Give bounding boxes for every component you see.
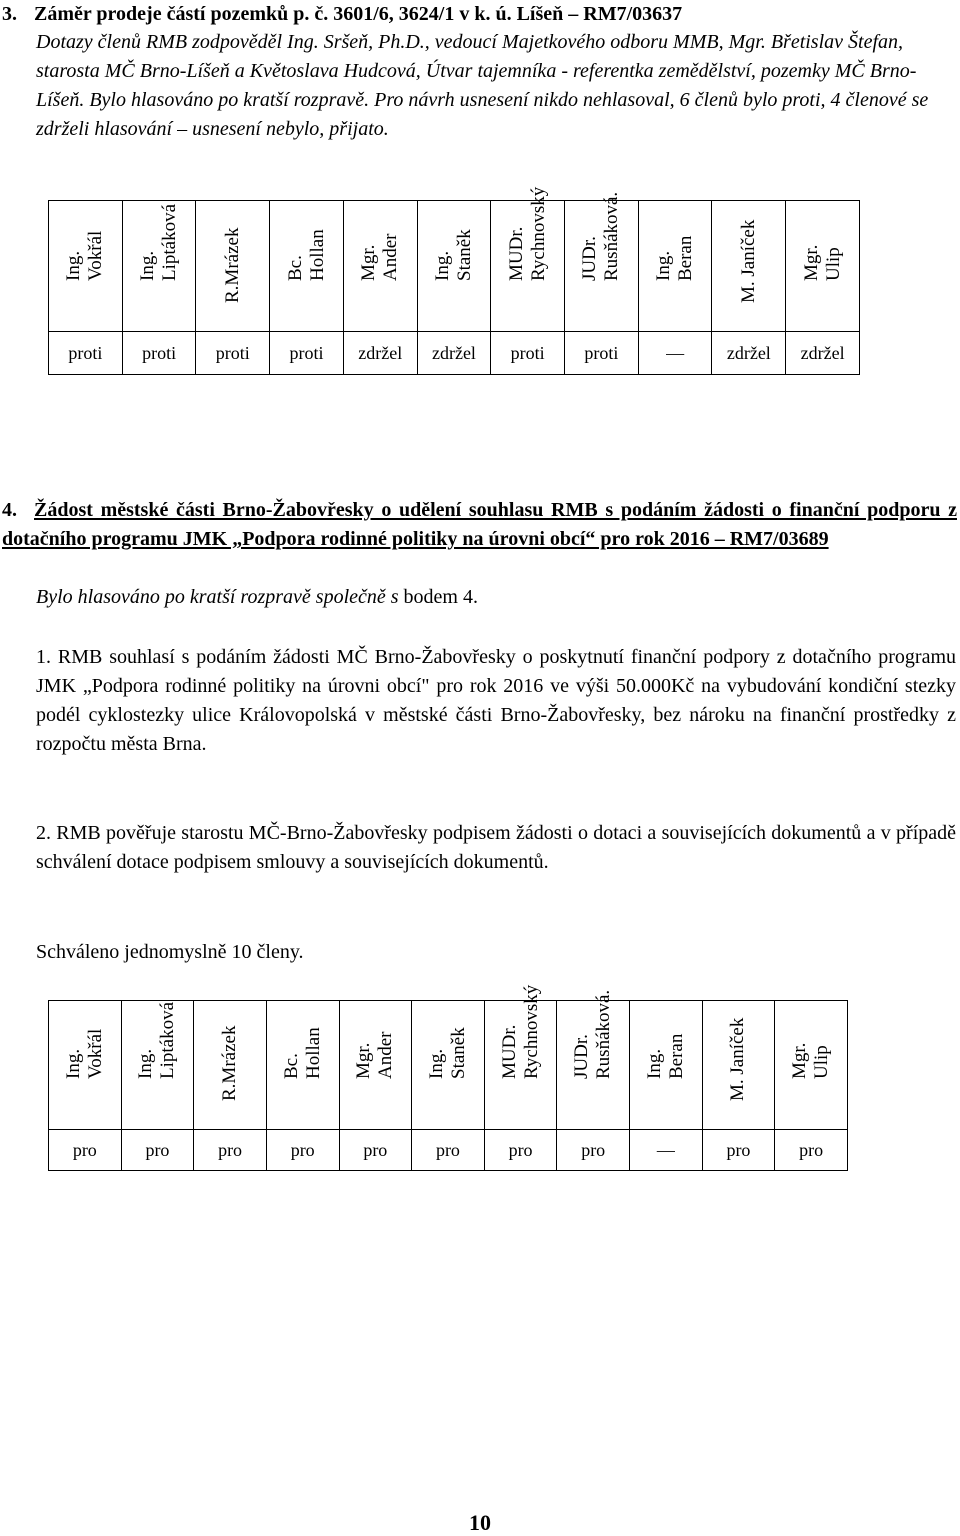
member-header-4: [343, 201, 417, 332]
member-name-part: Staněk: [447, 1027, 469, 1079]
member-header-7: [557, 989, 630, 1130]
member-name-part: Hollan: [302, 1027, 324, 1079]
member-name-part: Beran: [675, 235, 697, 281]
member-name: [63, 231, 107, 281]
member-name: [281, 1027, 325, 1079]
vote-cell: zdržel: [712, 332, 786, 375]
member-name-part: Ulip: [822, 247, 844, 281]
vote-cell: proti: [196, 332, 270, 375]
member-name: [579, 192, 623, 281]
member-name-part: M. Janíček: [727, 1017, 749, 1101]
vote-cell: pro: [266, 1130, 339, 1171]
member-name-part: Rusňáková.: [601, 191, 623, 281]
member-name: [137, 204, 181, 281]
vote-cell: pro: [49, 1130, 122, 1171]
member-name-part: Liptáková: [159, 203, 181, 281]
vote-cell: zdržel: [417, 332, 491, 375]
member-header-6: [484, 984, 557, 1130]
member-name: [285, 229, 329, 281]
member-name: [63, 1029, 107, 1079]
vote-table-section-3: [48, 186, 860, 375]
member-header-0: [49, 201, 123, 332]
member-name-part: JUDr.: [579, 236, 601, 281]
member-header-8: [638, 201, 712, 332]
member-name: [789, 1043, 833, 1079]
section-4-title: Žádost městské části Brno-Žabovřesky o udělení souhlasu RMB s podáním žádosti o finanční podporu z dotačního programu JMK „Podpora rodinné politiky na úrovni obcí“ pro rok 2016 – RM7/03689: [2, 499, 957, 550]
member-name-part: Ing.: [137, 250, 159, 281]
section-3-title: Záměr prodeje částí pozemků p. č. 3601/6, 3624/1 v k. ú. Líšeň – RM7/03637: [34, 3, 683, 25]
approval-note: Schváleno jednomyslně 10 členy.: [36, 941, 304, 963]
vote-cell: proti: [49, 332, 123, 375]
member-name-part: R.Mrázek: [221, 227, 243, 303]
vote-cell: pro: [121, 1130, 194, 1171]
section-3-number: 3.: [2, 3, 17, 25]
vote-cell: pro: [412, 1130, 485, 1171]
member-name-part: Ing.: [63, 250, 85, 281]
member-name: [653, 236, 697, 281]
member-header-3: [270, 201, 344, 332]
vote-cell: pro: [775, 1130, 848, 1171]
member-header-9: [702, 1001, 775, 1130]
member-header-5: [412, 1001, 485, 1130]
section-3-heading: [2, 2, 682, 27]
member-name-part: Staněk: [453, 229, 475, 281]
member-name-part: MUDr.: [505, 226, 527, 281]
member-name: [571, 990, 615, 1079]
member-name: [727, 1018, 749, 1101]
member-name: [801, 245, 845, 281]
member-name: [358, 234, 402, 281]
vote-cell: —: [630, 1130, 703, 1171]
vote-cell: proti: [491, 332, 565, 375]
member-name-part: Ing.: [135, 1048, 157, 1079]
member-header-1: [122, 201, 196, 332]
member-name-part: Ing.: [653, 250, 675, 281]
discussion-italic: Bylo hlasováno po kratší rozpravě společně s: [36, 586, 399, 608]
member-name: [738, 220, 760, 303]
member-name-part: Rychnovský: [520, 984, 542, 1079]
member-name-part: Beran: [665, 1033, 687, 1079]
member-name-part: Rusňáková.: [593, 989, 615, 1079]
member-name-part: Ander: [380, 233, 402, 281]
member-name-part: Liptáková: [157, 1001, 179, 1079]
member-name-part: Mgr.: [358, 244, 380, 281]
member-name: [432, 229, 476, 281]
member-header-9: [712, 201, 786, 332]
vote-cell: pro: [484, 1130, 557, 1171]
vote-cell: pro: [557, 1130, 630, 1171]
vote-table-section-4: [48, 984, 848, 1171]
vote-cell: pro: [194, 1130, 267, 1171]
member-name-part: Rychnovský: [527, 186, 549, 281]
member-name: [644, 1034, 688, 1079]
member-name-part: Ulip: [811, 1045, 833, 1079]
member-header-3: [266, 1001, 339, 1130]
member-name-part: MUDr.: [498, 1024, 520, 1079]
page-number: 10: [469, 1510, 491, 1535]
member-name-part: Ing.: [643, 1048, 665, 1079]
member-name-part: Hollan: [306, 229, 328, 281]
member-header-8: [630, 1001, 703, 1130]
vote-cell: —: [638, 332, 712, 375]
member-name-part: M. Janíček: [737, 219, 759, 303]
resolution-item-1: 1. RMB souhlasí s podáním žádosti MČ Brno-Žabovřesky o poskytnutí finanční podpory z dotačního programu JMK „Podpora rodinné politiky na úrovni obcí" pro rok 2016 ve výši 50.000Kč na vybudování kondiční stezky podél cyklostezky ulice Královopolská v městské části Brno-Žabovřesky, bez nároku na finanční prostředky z rozpočtu města Brna.: [36, 646, 956, 755]
member-header-5: [417, 201, 491, 332]
member-name-part: Mgr.: [789, 1042, 811, 1079]
member-name-part: Mgr.: [800, 244, 822, 281]
member-name: [222, 228, 244, 303]
vote-cell: zdržel: [786, 332, 860, 375]
member-name: [353, 1032, 397, 1079]
section-4-number: 4.: [2, 499, 17, 521]
member-name: [426, 1027, 470, 1079]
member-header-2: [194, 1001, 267, 1130]
member-name-part: Ing.: [62, 1048, 84, 1079]
member-name-part: Vokřál: [85, 230, 107, 281]
member-name: [219, 1026, 241, 1101]
resolution-item-2: 2. RMB pověřuje starostu MČ-Brno-Žabovřesky podpisem žádosti o dotaci a souvisejících dokumentů a v případě schválení dotace podpisem smlouvy a souvisejících dokumentů.: [36, 822, 956, 873]
section-4-heading: [2, 496, 957, 554]
member-name-part: JUDr.: [571, 1034, 593, 1079]
member-name-part: Bc.: [284, 255, 306, 281]
member-name: [506, 187, 550, 281]
vote-cell: proti: [565, 332, 639, 375]
section-4-discussion: [36, 583, 478, 612]
member-header-7: [565, 191, 639, 332]
member-name-part: Bc.: [280, 1053, 302, 1079]
member-name-part: Ander: [375, 1031, 397, 1079]
discussion-rest: bodem 4.: [398, 586, 478, 608]
member-header-6: [491, 186, 565, 332]
member-name-part: Vokřál: [84, 1028, 106, 1079]
member-header-10: [775, 1001, 848, 1130]
member-name: [135, 1002, 179, 1079]
member-header-2: [196, 201, 270, 332]
vote-cell: proti: [270, 332, 344, 375]
member-name-part: Mgr.: [353, 1042, 375, 1079]
member-name-part: Ing.: [425, 1048, 447, 1079]
member-header-1: [121, 1001, 194, 1130]
vote-cell: zdržel: [343, 332, 417, 375]
member-header-10: [786, 201, 860, 332]
member-name: [499, 985, 543, 1079]
vote-cell: pro: [702, 1130, 775, 1171]
member-name-part: Ing.: [431, 250, 453, 281]
member-header-4: [339, 1001, 412, 1130]
member-header-0: [49, 1001, 122, 1130]
vote-cell: proti: [122, 332, 196, 375]
member-name-part: R.Mrázek: [219, 1025, 241, 1101]
vote-cell: pro: [339, 1130, 412, 1171]
section-3-text: Dotazy členů RMB zodpověděl Ing. Sršeň, Ph.D., vedoucí Majetkového odboru MMB, Mgr. Břetislav Štefan, starosta MČ Brno-Líšeň a Květoslava Hudcová, Útvar tajemníka - referentka zemědělství, pozemky MČ Brno-Líšeň. Bylo hlasováno po kratší rozpravě. Pro návrh usnesení nikdo nehlasoval, 6 členů bylo proti, 4 členové se zdrželi hlasování – usnesení nebylo, přijato.: [36, 31, 929, 140]
